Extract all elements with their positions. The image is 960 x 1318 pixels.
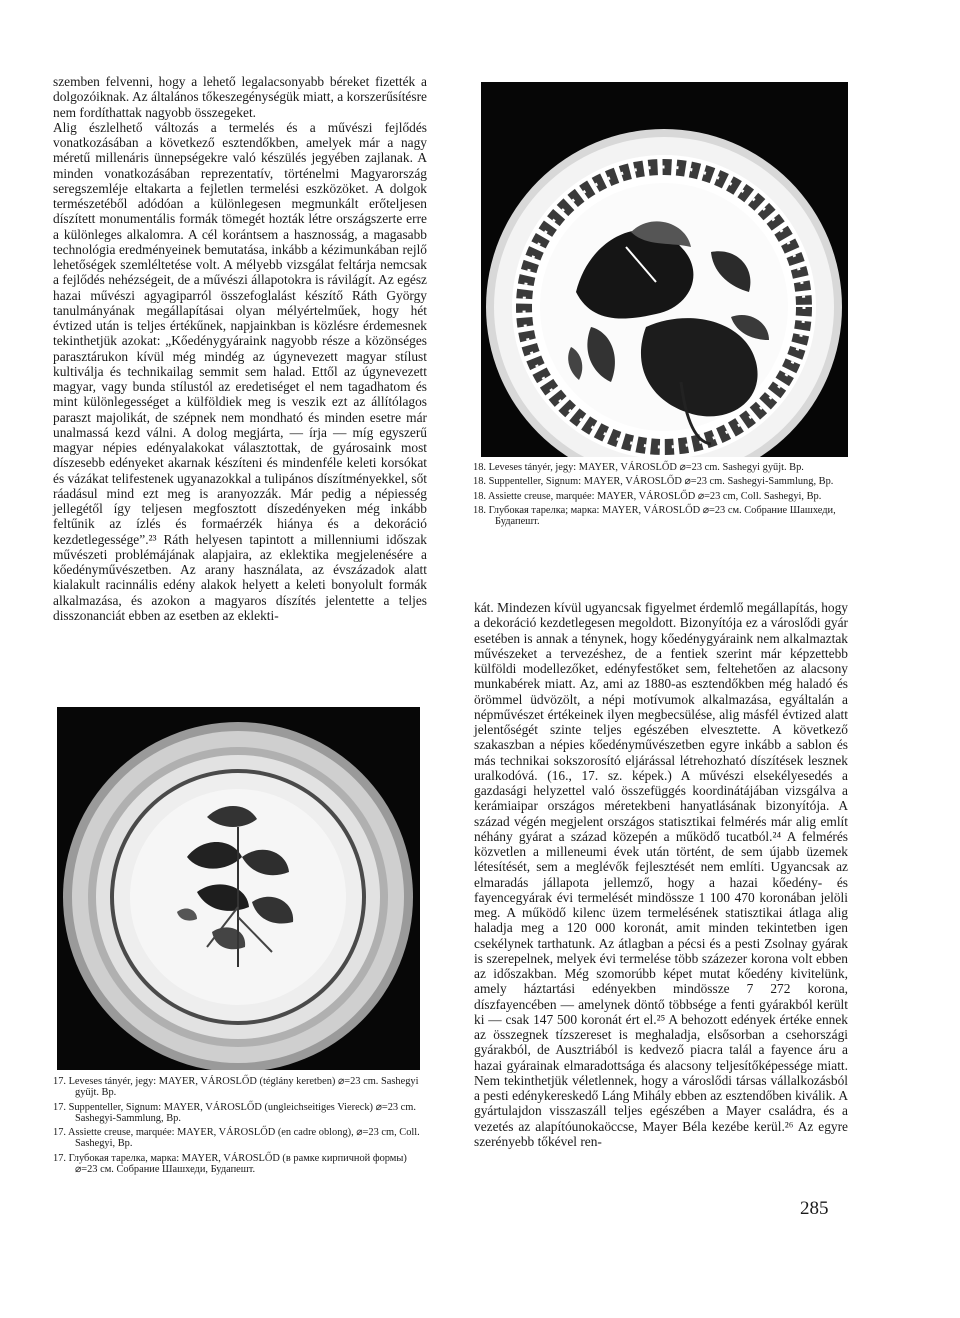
figure-17-caption [53,1076,428,1178]
caption-line: 18. Assiette creuse, marquée: MAYER, VÁROSLŐD ⌀=23 cm, Coll. Sashegyi, Bp. [473,490,822,502]
caption-line: 17. Leveses tányér, jegy: MAYER, VÁROSLŐD (téglány keretben) ⌀=23 cm. Sashegyi gyűjt. Bp. [53,1076,419,1099]
paragraph: kát. Mindezen kívül ugyancsak figyelmet érdemlő megállapítás, hogy a dekoráció kezdetlegesen megoldott. Bizonyítója ez a városlődi gyár esetében is annak a ténynek, hogy kőedénygyáraink nem alkalmaztak művészeket a tervezéshez, de a fentiek szerint már képzettebb külföldi modellezőket, edényfestőket sem, feltehetően az alacsony munkabérek miatt. Az, ami az 1880-as esztendőkben még haladó és örömmel üdvözölt, a népi motívumok alkalmazása, egyáltalán a népművészet értékeinek ilyen megbecsülése, alig másfél évtized alatt jelentőségét szinte teljes egészében elvesztette. A következő szakaszban a népies kőedényművészetben egyre inkább a sablon és más technikai sokszorosító eljárással létrehozható díszítések lesznek uralkodóvá. (16., 17. sz. képek.) A művészi elsekélyesedés a gazdasági helyzettel való összefüggés koordinátájában vizsgálva a kerámiaipar országos méretekbeni hanyatlásának bizonyítója. A század végén megjelent országos statisztikai felmérés már alig említ néhány gyárat a század közepén a működő tucatból.²⁴ A felmérés közvetlen a milleneumi évek után történt, de sem újabb üzemek létesítését, sem a meglévők fejlesztését nem említi. Ugyancsak az elmaradás jállapota jellemző, hogy a hazai kőedény- és fayencegyárak évi termelését mindössze 1 100 470 koronában jelöli meg. A működő kilenc üzem termelésének statisztikai átlaga alig haladja meg a 120 000 koronát, amit minden tekintetben igen csekélynek tarthatunk. Az átlagban a pécsi és a pesti Zsolnay gyárak is szerepelnek, melyek évi termelése több százezer korona volt ebben az időszakban. Még szomorúbb képet mutat kőedény kivitelünk, amely háztartási edényekben mindössze 7 272 korona, díszfayencében — amelynek döntő többsége a fenti gyárakból került ki — csak 147 500 koronát ért el.²⁵ A behozott edények értéke ennek az összegnek tízszereset is meghaladja, elsősorban a csehországi gyárakból, de Ausztriából is kedvező piacra talál a fayence áru a hazai gyárainak elmaradottsága és alacsony teljesítőképessége miatt. Nem tekinthetjük véletlennek, hogy a városlődi társas vállalkozásból a pesti edénykereskedő Láng Mihály ebben az esztendőben kiválik. A gyártulajdon visszaszáll teljes egészében a Mayer családra, és a vezetés az alapítóunokaöccse, Mayer Béla kezébe kerül.²⁶ Az egyre szerényebb tőkével ren- [474,600,848,1149]
plate-17-image [57,707,420,1070]
caption-line: 17. Suppenteller, Signum: MAYER, VÁROSLŐD (ungleichseitiges Viereck) ⌀=23 cm. Sashegyi-Sammlung, Bp. [53,1101,416,1124]
figure-18-caption [473,462,848,531]
plate-18-image [481,82,848,457]
caption-line: 17. Assiette creuse, marquée: MAYER, VÁROSLŐD (en cadre oblong), ⌀=23 cm, Coll. Sashegyi, Bp. [53,1127,420,1150]
paragraph: szemben felvenni, hogy a lehető legalacsonyabb béreket fizették a dolgozóiknak. Az általános tőkeszegénységük miatt, a korszerűsítésre nem fordíthattak nagyobb összegeket. [53,74,427,120]
right-column-text [474,600,848,1149]
left-column-text [53,74,427,623]
caption-line: 17. Глубокая тарелка, марка: MAYER, VÁROSLŐD (в рамке кирпичной формы) ⌀=23 см. Собрание Шашхеди, Будапешт. [53,1152,407,1175]
caption-line: 18. Suppenteller, Signum: MAYER, VÁROSLŐD ⌀=23 cm. Sashegyi-Sammlung, Bp. [473,476,834,488]
figure-17-photo [57,707,420,1070]
caption-line: 18. Глубокая тарелка; марка: MAYER, VÁROSLŐD ⌀=23 см. Собрание Шашхеди, Будапешт. [473,505,836,528]
page-number: 285 [800,1198,829,1219]
figure-18-photo [481,82,848,457]
paragraph: Alig észlelhető változás a termelés és a művészi fejlődés vonatkozásában a következő esztendőkben, amelyek már a nagy méretű millenáris ünnepségekre való készülés jegyében zajlanak. A minden vonatkozásában reprezentatív, történelmi Magyarország seregszemléje eltakarta a fejletlen termelési eszközöket. A dolgok természetéből adódóan a különlegesen megmunkált erőteljesen díszített monumentális formák tömegét hozták létre országszerte erre a különleges alkalomra. A cél korántsem a hasznosság, a magasabb technológia eredményeinek bemutatása, inkább a kézimunkában rejlő lehetőségek szemléltetése volt. A mélyebb vizsgálat feltárja nemcsak a fejlődés nehézségeit, de a művészi állapotokra is rávilágít. Az egész hazai művészi agyagiparról összefoglalást készítő Ráth György tanulmányának megállapításai olyan mélyértelműek, hogy hét évtized után is teljes értékűnek, napjainkban is közlésre érdemesnek tekinthetjük azokat: „Kőedénygyáraink nagyobb része a közönséges parasztárukon kívül még mindég az úgynevezett magyar stílust kultiválja és technikailag semmit sem halad. Ettől az úgynevezett magyar, vagy bunda stílustól az eredetiséget el nem tagadhatom és mint különlegességet a külföldiek meg is veszik ezt az állítólagos paraszt majolikát, de szépnek nem mondható és minden esetre már unalmassá kezd válni. A dolog megjárta, — írja — míg egyszerű magyar népies edényalakokat választottak, de gyárosaink most díszesebb edényeket akarnak készíteni és mindenféle keleti korsókat és vázákat telifestenek ugyanazokkal a tulipános díszítményekkel, sőt ráadásul mind ezt meg is aranyozzák. Már pedig a népiesség jellegétől így teljesen megfosztott díszedényeken még inkább feltűnik az ízlés és formaérzék hiánya és a dekoráció kezdetlegessége”.²³ Ráth helyesen tapintott a millenniumi időszak művészeti problémájának alapjaira, az eklektika megjelenésére a kőedényművészetben. Az arany használata, az évszázadok alatt kialakult racinnális edény alakok helyett a keleti bonyolult formák alkalmazása, és azokon a magyaros díszítés jelentette a teljes disszonanciát ebben az esetben az eklekti- [53,119,427,623]
caption-line: 18. Leveses tányér, jegy: MAYER, VÁROSLŐD ⌀=23 cm. Sashegyi gyűjt. Bp. [473,462,804,473]
